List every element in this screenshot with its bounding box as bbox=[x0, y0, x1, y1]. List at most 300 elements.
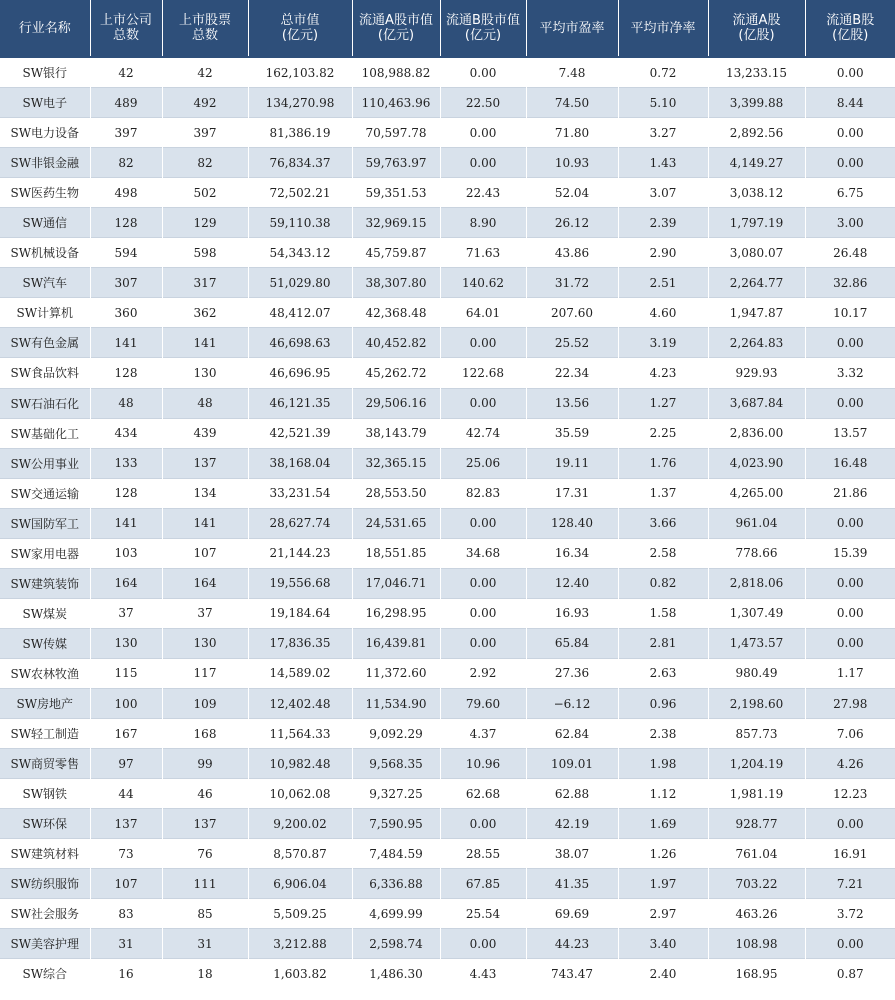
cell-listed-company-count: 100 bbox=[90, 688, 162, 718]
table-row bbox=[0, 598, 895, 628]
cell-total-market-cap: 28,627.74 bbox=[248, 508, 352, 538]
cell-avg-pb: 1.98 bbox=[618, 749, 708, 779]
cell-float-a-share-cap: 108,988.82 bbox=[352, 57, 440, 88]
cell-avg-pb: 2.39 bbox=[618, 208, 708, 238]
cell-industry-name: SW银行 bbox=[0, 57, 90, 88]
cell-industry-name: SW建筑装饰 bbox=[0, 568, 90, 598]
cell-float-b-share-cap: 71.63 bbox=[440, 238, 526, 268]
cell-float-b-shares: 3.00 bbox=[805, 208, 895, 238]
cell-avg-pb: 4.60 bbox=[618, 298, 708, 328]
cell-total-market-cap: 3,212.88 bbox=[248, 929, 352, 959]
table-row bbox=[0, 448, 895, 478]
cell-avg-pb: 2.58 bbox=[618, 538, 708, 568]
cell-float-a-share-cap: 9,327.25 bbox=[352, 779, 440, 809]
cell-float-b-share-cap: 82.83 bbox=[440, 478, 526, 508]
cell-avg-pe: 42.19 bbox=[526, 809, 618, 839]
cell-float-b-shares: 15.39 bbox=[805, 538, 895, 568]
cell-avg-pe: 35.59 bbox=[526, 418, 618, 448]
cell-float-a-share-cap: 17,046.71 bbox=[352, 568, 440, 598]
cell-float-a-shares: 1,473.57 bbox=[708, 628, 805, 658]
cell-listed-company-count: 42 bbox=[90, 57, 162, 88]
cell-float-b-share-cap: 0.00 bbox=[440, 57, 526, 88]
cell-avg-pe: 27.36 bbox=[526, 658, 618, 688]
cell-avg-pe: 71.80 bbox=[526, 118, 618, 148]
cell-float-b-shares: 7.21 bbox=[805, 869, 895, 899]
cell-avg-pb: 1.27 bbox=[618, 388, 708, 418]
cell-listed-company-count: 133 bbox=[90, 448, 162, 478]
cell-float-a-shares: 4,023.90 bbox=[708, 448, 805, 478]
cell-float-a-shares: 2,818.06 bbox=[708, 568, 805, 598]
cell-total-market-cap: 5,509.25 bbox=[248, 899, 352, 929]
cell-avg-pb: 2.25 bbox=[618, 418, 708, 448]
cell-float-b-shares: 1.17 bbox=[805, 658, 895, 688]
cell-float-b-share-cap: 25.06 bbox=[440, 448, 526, 478]
cell-float-a-share-cap: 70,597.78 bbox=[352, 118, 440, 148]
cell-float-b-share-cap: 34.68 bbox=[440, 538, 526, 568]
cell-float-b-share-cap: 79.60 bbox=[440, 688, 526, 718]
cell-listed-stock-count: 317 bbox=[162, 268, 248, 298]
cell-listed-company-count: 141 bbox=[90, 508, 162, 538]
cell-total-market-cap: 54,343.12 bbox=[248, 238, 352, 268]
cell-listed-company-count: 48 bbox=[90, 388, 162, 418]
cell-avg-pe: 22.34 bbox=[526, 358, 618, 388]
cell-industry-name: SW非银金融 bbox=[0, 148, 90, 178]
cell-industry-name: SW交通运输 bbox=[0, 478, 90, 508]
cell-listed-stock-count: 502 bbox=[162, 178, 248, 208]
cell-total-market-cap: 10,062.08 bbox=[248, 779, 352, 809]
cell-float-b-shares: 26.48 bbox=[805, 238, 895, 268]
cell-total-market-cap: 17,836.35 bbox=[248, 628, 352, 658]
table-row bbox=[0, 508, 895, 538]
cell-float-a-shares: 108.98 bbox=[708, 929, 805, 959]
cell-avg-pe: 65.84 bbox=[526, 628, 618, 658]
cell-float-a-share-cap: 110,463.96 bbox=[352, 88, 440, 118]
cell-float-a-shares: 1,797.19 bbox=[708, 208, 805, 238]
cell-avg-pe: 31.72 bbox=[526, 268, 618, 298]
cell-avg-pe: 19.11 bbox=[526, 448, 618, 478]
cell-avg-pe: 38.07 bbox=[526, 839, 618, 869]
column-header-float-b-share-cap: 流通B股市值 (亿元) bbox=[440, 0, 526, 57]
cell-float-a-share-cap: 1,486.30 bbox=[352, 959, 440, 989]
cell-avg-pe: 44.23 bbox=[526, 929, 618, 959]
cell-total-market-cap: 46,698.63 bbox=[248, 328, 352, 358]
cell-avg-pe: 25.52 bbox=[526, 328, 618, 358]
cell-avg-pe: 128.40 bbox=[526, 508, 618, 538]
cell-avg-pe: 69.69 bbox=[526, 899, 618, 929]
cell-industry-name: SW电力设备 bbox=[0, 118, 90, 148]
cell-total-market-cap: 14,589.02 bbox=[248, 658, 352, 688]
cell-float-b-shares: 0.00 bbox=[805, 568, 895, 598]
cell-float-a-share-cap: 42,368.48 bbox=[352, 298, 440, 328]
cell-float-b-shares: 7.06 bbox=[805, 719, 895, 749]
cell-listed-company-count: 16 bbox=[90, 959, 162, 989]
cell-float-a-share-cap: 7,484.59 bbox=[352, 839, 440, 869]
cell-listed-stock-count: 46 bbox=[162, 779, 248, 809]
cell-float-b-share-cap: 22.50 bbox=[440, 88, 526, 118]
cell-float-a-share-cap: 29,506.16 bbox=[352, 388, 440, 418]
cell-float-b-shares: 0.00 bbox=[805, 328, 895, 358]
cell-industry-name: SW家用电器 bbox=[0, 538, 90, 568]
cell-float-b-share-cap: 4.37 bbox=[440, 719, 526, 749]
cell-total-market-cap: 59,110.38 bbox=[248, 208, 352, 238]
cell-float-b-shares: 0.00 bbox=[805, 929, 895, 959]
cell-float-b-shares: 0.00 bbox=[805, 809, 895, 839]
cell-float-a-shares: 980.49 bbox=[708, 658, 805, 688]
table-row bbox=[0, 388, 895, 418]
cell-float-a-share-cap: 38,143.79 bbox=[352, 418, 440, 448]
cell-avg-pe: 26.12 bbox=[526, 208, 618, 238]
cell-avg-pb: 1.58 bbox=[618, 598, 708, 628]
cell-listed-company-count: 360 bbox=[90, 298, 162, 328]
cell-float-a-share-cap: 45,262.72 bbox=[352, 358, 440, 388]
table-row bbox=[0, 418, 895, 448]
cell-listed-stock-count: 362 bbox=[162, 298, 248, 328]
cell-listed-stock-count: 18 bbox=[162, 959, 248, 989]
table-row bbox=[0, 208, 895, 238]
table-row bbox=[0, 929, 895, 959]
cell-float-a-shares: 2,836.00 bbox=[708, 418, 805, 448]
cell-float-b-share-cap: 42.74 bbox=[440, 418, 526, 448]
cell-listed-stock-count: 141 bbox=[162, 508, 248, 538]
cell-industry-name: SW煤炭 bbox=[0, 598, 90, 628]
cell-industry-name: SW医药生物 bbox=[0, 178, 90, 208]
cell-float-b-share-cap: 4.43 bbox=[440, 959, 526, 989]
cell-float-b-share-cap: 10.96 bbox=[440, 749, 526, 779]
cell-avg-pb: 3.07 bbox=[618, 178, 708, 208]
cell-float-b-shares: 4.26 bbox=[805, 749, 895, 779]
cell-total-market-cap: 21,144.23 bbox=[248, 538, 352, 568]
cell-float-b-share-cap: 62.68 bbox=[440, 779, 526, 809]
cell-float-a-share-cap: 59,763.97 bbox=[352, 148, 440, 178]
cell-float-a-shares: 928.77 bbox=[708, 809, 805, 839]
cell-float-b-shares: 12.23 bbox=[805, 779, 895, 809]
cell-total-market-cap: 42,521.39 bbox=[248, 418, 352, 448]
cell-listed-company-count: 397 bbox=[90, 118, 162, 148]
cell-listed-stock-count: 117 bbox=[162, 658, 248, 688]
cell-float-b-share-cap: 0.00 bbox=[440, 508, 526, 538]
cell-float-a-share-cap: 24,531.65 bbox=[352, 508, 440, 538]
cell-float-a-share-cap: 4,699.99 bbox=[352, 899, 440, 929]
cell-listed-company-count: 434 bbox=[90, 418, 162, 448]
cell-industry-name: SW通信 bbox=[0, 208, 90, 238]
cell-industry-name: SW石油石化 bbox=[0, 388, 90, 418]
cell-avg-pb: 5.10 bbox=[618, 88, 708, 118]
cell-float-b-shares: 0.00 bbox=[805, 508, 895, 538]
table-row bbox=[0, 148, 895, 178]
cell-total-market-cap: 46,121.35 bbox=[248, 388, 352, 418]
cell-industry-name: SW有色金属 bbox=[0, 328, 90, 358]
cell-float-b-shares: 13.57 bbox=[805, 418, 895, 448]
table-row bbox=[0, 298, 895, 328]
cell-listed-company-count: 37 bbox=[90, 598, 162, 628]
cell-listed-stock-count: 137 bbox=[162, 809, 248, 839]
cell-float-a-share-cap: 7,590.95 bbox=[352, 809, 440, 839]
table-row bbox=[0, 178, 895, 208]
table-row bbox=[0, 809, 895, 839]
column-header-avg-pb: 平均市净率 bbox=[618, 0, 708, 57]
table-row bbox=[0, 899, 895, 929]
table-row bbox=[0, 57, 895, 88]
cell-float-a-shares: 2,264.77 bbox=[708, 268, 805, 298]
cell-float-b-shares: 0.00 bbox=[805, 148, 895, 178]
cell-float-a-share-cap: 40,452.82 bbox=[352, 328, 440, 358]
cell-avg-pe: 7.48 bbox=[526, 57, 618, 88]
cell-float-b-shares: 16.48 bbox=[805, 448, 895, 478]
cell-float-a-share-cap: 38,307.80 bbox=[352, 268, 440, 298]
cell-avg-pb: 1.97 bbox=[618, 869, 708, 899]
cell-float-b-share-cap: 22.43 bbox=[440, 178, 526, 208]
cell-float-b-shares: 3.32 bbox=[805, 358, 895, 388]
column-header-float-b-shares: 流通B股 (亿股) bbox=[805, 0, 895, 57]
cell-industry-name: SW商贸零售 bbox=[0, 749, 90, 779]
cell-listed-company-count: 489 bbox=[90, 88, 162, 118]
cell-listed-stock-count: 42 bbox=[162, 57, 248, 88]
cell-float-a-share-cap: 32,969.15 bbox=[352, 208, 440, 238]
cell-avg-pb: 2.97 bbox=[618, 899, 708, 929]
cell-listed-company-count: 115 bbox=[90, 658, 162, 688]
cell-industry-name: SW建筑材料 bbox=[0, 839, 90, 869]
cell-industry-name: SW计算机 bbox=[0, 298, 90, 328]
cell-industry-name: SW汽车 bbox=[0, 268, 90, 298]
cell-avg-pe: 13.56 bbox=[526, 388, 618, 418]
cell-listed-company-count: 97 bbox=[90, 749, 162, 779]
cell-float-b-share-cap: 2.92 bbox=[440, 658, 526, 688]
cell-float-a-share-cap: 11,534.90 bbox=[352, 688, 440, 718]
cell-listed-company-count: 83 bbox=[90, 899, 162, 929]
table-row bbox=[0, 268, 895, 298]
cell-avg-pe: 743.47 bbox=[526, 959, 618, 989]
table-row bbox=[0, 118, 895, 148]
table-row bbox=[0, 658, 895, 688]
cell-float-b-share-cap: 140.62 bbox=[440, 268, 526, 298]
cell-listed-stock-count: 168 bbox=[162, 719, 248, 749]
cell-avg-pb: 3.40 bbox=[618, 929, 708, 959]
cell-listed-company-count: 137 bbox=[90, 809, 162, 839]
cell-avg-pe: 16.93 bbox=[526, 598, 618, 628]
cell-listed-stock-count: 85 bbox=[162, 899, 248, 929]
cell-listed-stock-count: 141 bbox=[162, 328, 248, 358]
cell-float-a-share-cap: 16,439.81 bbox=[352, 628, 440, 658]
cell-industry-name: SW美容护理 bbox=[0, 929, 90, 959]
cell-avg-pe: 41.35 bbox=[526, 869, 618, 899]
cell-listed-company-count: 128 bbox=[90, 358, 162, 388]
cell-avg-pb: 1.12 bbox=[618, 779, 708, 809]
column-header-industry-name: 行业名称 bbox=[0, 0, 90, 57]
cell-float-a-shares: 463.26 bbox=[708, 899, 805, 929]
cell-total-market-cap: 48,412.07 bbox=[248, 298, 352, 328]
cell-float-a-shares: 3,038.12 bbox=[708, 178, 805, 208]
cell-industry-name: SW社会服务 bbox=[0, 899, 90, 929]
cell-total-market-cap: 9,200.02 bbox=[248, 809, 352, 839]
cell-listed-stock-count: 82 bbox=[162, 148, 248, 178]
cell-float-b-share-cap: 64.01 bbox=[440, 298, 526, 328]
cell-total-market-cap: 19,556.68 bbox=[248, 568, 352, 598]
cell-avg-pb: 0.82 bbox=[618, 568, 708, 598]
column-header-avg-pe: 平均市盈率 bbox=[526, 0, 618, 57]
cell-float-b-share-cap: 8.90 bbox=[440, 208, 526, 238]
cell-listed-company-count: 164 bbox=[90, 568, 162, 598]
cell-total-market-cap: 162,103.82 bbox=[248, 57, 352, 88]
cell-avg-pb: 3.19 bbox=[618, 328, 708, 358]
cell-industry-name: SW环保 bbox=[0, 809, 90, 839]
cell-total-market-cap: 8,570.87 bbox=[248, 839, 352, 869]
cell-avg-pe: 74.50 bbox=[526, 88, 618, 118]
cell-listed-company-count: 31 bbox=[90, 929, 162, 959]
cell-avg-pb: 2.40 bbox=[618, 959, 708, 989]
cell-float-b-share-cap: 0.00 bbox=[440, 628, 526, 658]
cell-avg-pb: 1.69 bbox=[618, 809, 708, 839]
cell-industry-name: SW传媒 bbox=[0, 628, 90, 658]
table-row bbox=[0, 719, 895, 749]
cell-avg-pb: 2.90 bbox=[618, 238, 708, 268]
column-header-listed-company-count: 上市公司 总数 bbox=[90, 0, 162, 57]
cell-float-a-shares: 1,204.19 bbox=[708, 749, 805, 779]
cell-avg-pb: 1.37 bbox=[618, 478, 708, 508]
cell-industry-name: SW公用事业 bbox=[0, 448, 90, 478]
cell-listed-company-count: 103 bbox=[90, 538, 162, 568]
cell-listed-stock-count: 397 bbox=[162, 118, 248, 148]
cell-float-a-share-cap: 11,372.60 bbox=[352, 658, 440, 688]
cell-float-b-share-cap: 25.54 bbox=[440, 899, 526, 929]
cell-listed-stock-count: 134 bbox=[162, 478, 248, 508]
cell-industry-name: SW轻工制造 bbox=[0, 719, 90, 749]
cell-listed-company-count: 44 bbox=[90, 779, 162, 809]
cell-total-market-cap: 11,564.33 bbox=[248, 719, 352, 749]
table-row bbox=[0, 568, 895, 598]
cell-total-market-cap: 1,603.82 bbox=[248, 959, 352, 989]
cell-listed-stock-count: 31 bbox=[162, 929, 248, 959]
cell-listed-company-count: 130 bbox=[90, 628, 162, 658]
cell-industry-name: SW食品饮料 bbox=[0, 358, 90, 388]
cell-listed-stock-count: 129 bbox=[162, 208, 248, 238]
cell-float-b-share-cap: 28.55 bbox=[440, 839, 526, 869]
cell-total-market-cap: 51,029.80 bbox=[248, 268, 352, 298]
cell-industry-name: SW纺织服饰 bbox=[0, 869, 90, 899]
cell-float-b-shares: 8.44 bbox=[805, 88, 895, 118]
cell-float-a-shares: 3,399.88 bbox=[708, 88, 805, 118]
cell-listed-stock-count: 99 bbox=[162, 749, 248, 779]
cell-float-a-shares: 1,981.19 bbox=[708, 779, 805, 809]
cell-listed-stock-count: 130 bbox=[162, 358, 248, 388]
cell-float-b-shares: 0.00 bbox=[805, 598, 895, 628]
cell-float-b-share-cap: 0.00 bbox=[440, 118, 526, 148]
cell-total-market-cap: 19,184.64 bbox=[248, 598, 352, 628]
cell-avg-pe: 43.86 bbox=[526, 238, 618, 268]
cell-float-a-shares: 4,149.27 bbox=[708, 148, 805, 178]
cell-avg-pb: 2.63 bbox=[618, 658, 708, 688]
cell-avg-pe: 16.34 bbox=[526, 538, 618, 568]
cell-listed-stock-count: 164 bbox=[162, 568, 248, 598]
cell-listed-stock-count: 48 bbox=[162, 388, 248, 418]
cell-avg-pb: 3.27 bbox=[618, 118, 708, 148]
cell-float-a-shares: 3,687.84 bbox=[708, 388, 805, 418]
cell-avg-pb: 2.81 bbox=[618, 628, 708, 658]
cell-avg-pb: 4.23 bbox=[618, 358, 708, 388]
cell-listed-stock-count: 439 bbox=[162, 418, 248, 448]
cell-float-a-share-cap: 45,759.87 bbox=[352, 238, 440, 268]
cell-avg-pb: 2.51 bbox=[618, 268, 708, 298]
cell-avg-pb: 1.26 bbox=[618, 839, 708, 869]
cell-avg-pe: 109.01 bbox=[526, 749, 618, 779]
cell-listed-company-count: 141 bbox=[90, 328, 162, 358]
cell-float-b-shares: 16.91 bbox=[805, 839, 895, 869]
cell-float-b-shares: 32.86 bbox=[805, 268, 895, 298]
cell-float-b-share-cap: 0.00 bbox=[440, 929, 526, 959]
cell-float-a-shares: 778.66 bbox=[708, 538, 805, 568]
cell-listed-stock-count: 598 bbox=[162, 238, 248, 268]
table-row bbox=[0, 538, 895, 568]
cell-industry-name: SW房地产 bbox=[0, 688, 90, 718]
cell-float-a-shares: 961.04 bbox=[708, 508, 805, 538]
cell-float-b-shares: 21.86 bbox=[805, 478, 895, 508]
cell-total-market-cap: 72,502.21 bbox=[248, 178, 352, 208]
cell-listed-stock-count: 109 bbox=[162, 688, 248, 718]
cell-listed-stock-count: 111 bbox=[162, 869, 248, 899]
cell-float-a-shares: 3,080.07 bbox=[708, 238, 805, 268]
cell-listed-company-count: 594 bbox=[90, 238, 162, 268]
cell-float-a-share-cap: 16,298.95 bbox=[352, 598, 440, 628]
cell-total-market-cap: 12,402.48 bbox=[248, 688, 352, 718]
cell-listed-stock-count: 130 bbox=[162, 628, 248, 658]
cell-listed-stock-count: 492 bbox=[162, 88, 248, 118]
cell-float-b-shares: 3.72 bbox=[805, 899, 895, 929]
cell-listed-company-count: 498 bbox=[90, 178, 162, 208]
cell-total-market-cap: 10,982.48 bbox=[248, 749, 352, 779]
cell-float-a-shares: 1,947.87 bbox=[708, 298, 805, 328]
cell-industry-name: SW农林牧渔 bbox=[0, 658, 90, 688]
cell-listed-company-count: 307 bbox=[90, 268, 162, 298]
cell-listed-stock-count: 107 bbox=[162, 538, 248, 568]
cell-float-b-shares: 0.00 bbox=[805, 628, 895, 658]
cell-industry-name: SW基础化工 bbox=[0, 418, 90, 448]
cell-float-a-share-cap: 9,568.35 bbox=[352, 749, 440, 779]
cell-listed-company-count: 128 bbox=[90, 208, 162, 238]
cell-avg-pe: 62.84 bbox=[526, 719, 618, 749]
cell-total-market-cap: 38,168.04 bbox=[248, 448, 352, 478]
cell-float-a-shares: 4,265.00 bbox=[708, 478, 805, 508]
cell-float-b-share-cap: 0.00 bbox=[440, 568, 526, 598]
cell-avg-pe: 62.88 bbox=[526, 779, 618, 809]
cell-listed-company-count: 82 bbox=[90, 148, 162, 178]
cell-avg-pe: 52.04 bbox=[526, 178, 618, 208]
cell-avg-pb: 0.96 bbox=[618, 688, 708, 718]
cell-industry-name: SW电子 bbox=[0, 88, 90, 118]
table-header bbox=[0, 0, 895, 57]
table-row bbox=[0, 749, 895, 779]
cell-listed-company-count: 73 bbox=[90, 839, 162, 869]
cell-listed-company-count: 167 bbox=[90, 719, 162, 749]
table-row bbox=[0, 328, 895, 358]
cell-float-b-share-cap: 67.85 bbox=[440, 869, 526, 899]
cell-float-a-shares: 2,264.83 bbox=[708, 328, 805, 358]
cell-float-a-share-cap: 18,551.85 bbox=[352, 538, 440, 568]
cell-float-b-share-cap: 122.68 bbox=[440, 358, 526, 388]
cell-listed-stock-count: 76 bbox=[162, 839, 248, 869]
cell-float-b-shares: 0.00 bbox=[805, 57, 895, 88]
cell-industry-name: SW国防军工 bbox=[0, 508, 90, 538]
table-row bbox=[0, 779, 895, 809]
table-row bbox=[0, 959, 895, 989]
cell-industry-name: SW综合 bbox=[0, 959, 90, 989]
cell-float-a-share-cap: 2,598.74 bbox=[352, 929, 440, 959]
cell-avg-pe: 10.93 bbox=[526, 148, 618, 178]
cell-float-a-share-cap: 6,336.88 bbox=[352, 869, 440, 899]
table-row bbox=[0, 358, 895, 388]
cell-float-a-share-cap: 59,351.53 bbox=[352, 178, 440, 208]
cell-listed-stock-count: 37 bbox=[162, 598, 248, 628]
cell-avg-pb: 2.38 bbox=[618, 719, 708, 749]
cell-float-b-shares: 27.98 bbox=[805, 688, 895, 718]
